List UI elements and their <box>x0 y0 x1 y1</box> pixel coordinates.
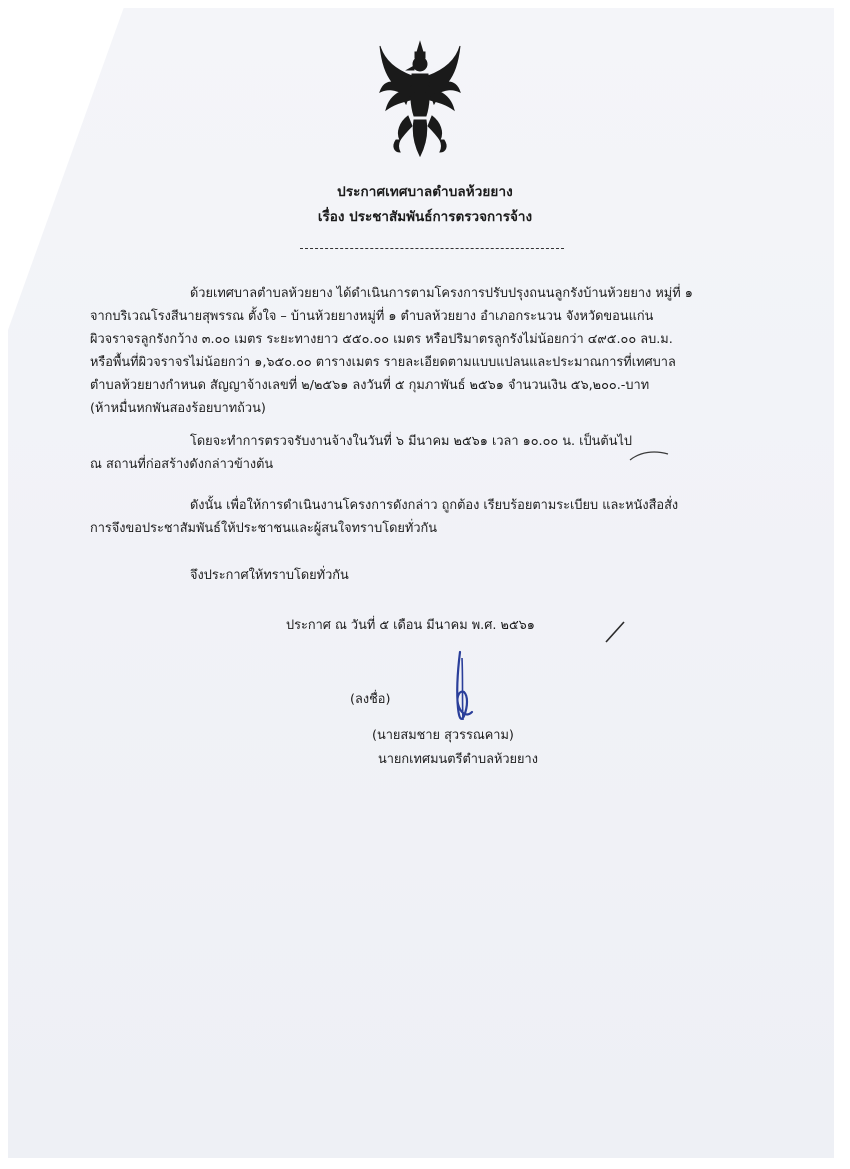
paragraph-1-line-1: ด้วยเทศบาลตำบลห้วยยาง ได้ดำเนินการตามโครงการปรับปรุงถนนลูกรังบ้านห้วยยาง หมู่ที่ ๑ <box>190 286 693 301</box>
signatory-name: (นายสมชาย สุวรรณคาม) <box>372 728 514 743</box>
pen-underline-mark <box>628 448 670 464</box>
paragraph-3-line-1: ดังนั้น เพื่อให้การดำเนินงานโครงการดังกล่าว ถูกต้อง เรียบร้อยตามระเบียบ และหนังสือสั่ง <box>190 498 679 513</box>
paragraph-2-line-2: ณ สถานที่ก่อสร้างดังกล่าวข้างต้น <box>90 457 274 472</box>
pen-tick-mark <box>604 620 626 644</box>
paragraph-1-line-5: ตำบลห้วยยางกำหนด สัญญาจ้างเลขที่ ๒/๒๕๖๑ ลงวันที่ ๕ กุมภาพันธ์ ๒๕๖๑ จำนวนเงิน ๕๖,๒๐๐.-บาท <box>90 378 650 393</box>
page-title: ประกาศเทศบาลตำบลห้วยยาง <box>337 184 513 200</box>
paragraph-1-line-3: ผิวจราจรลูกรังกว้าง ๓.๐๐ เมตร ระยะทางยาว ๕๕๐.๐๐ เมตร หรือปริมาตรลูกรังไม่น้อยกว่า ๔๙๕.๐๐ ลบ.ม. <box>90 332 673 347</box>
garuda-emblem-icon <box>374 40 466 160</box>
announcement-date: ประกาศ ณ วันที่ ๕ เดือน มีนาคม พ.ศ. ๒๕๖๑ <box>286 618 535 633</box>
signatory-position: นายกเทศมนตรีตำบลห้วยยาง <box>378 752 538 767</box>
paragraph-2-line-1: โดยจะทำการตรวจรับงานจ้างในวันที่ ๖ มีนาคม ๒๕๖๑ เวลา ๑๐.๐๐ น. เป็นต้นไป <box>190 434 633 449</box>
paragraph-1-line-4: หรือพื้นที่ผิวจราจรไม่น้อยกว่า ๑,๖๕๐.๐๐ ตารางเมตร รายละเอียดตามแบบแปลนและประมาณการที่เทศบาล <box>90 355 676 370</box>
title-divider <box>300 248 564 249</box>
announce-line: จึงประกาศให้ทราบโดยทั่วกัน <box>190 568 349 583</box>
paragraph-1-line-6: (ห้าหมื่นหกพันสองร้อยบาทถ้วน) <box>90 401 266 416</box>
sign-label: (ลงชื่อ) <box>350 692 391 707</box>
paragraph-3-line-2: การจึงขอประชาสัมพันธ์ให้ประชาชนและผู้สนใจทราบโดยทั่วกัน <box>90 521 438 536</box>
paragraph-1-line-2: จากบริเวณโรงสีนายสุพรรณ ตั้งใจ – บ้านห้วยยางหมู่ที่ ๑ ตำบลห้วยยาง อำเภอกระนวน จังหวัดขอนแก่น <box>90 309 654 324</box>
handwritten-signature-icon <box>446 650 482 726</box>
subject-line: เรื่อง ประชาสัมพันธ์การตรวจการจ้าง <box>317 209 533 225</box>
